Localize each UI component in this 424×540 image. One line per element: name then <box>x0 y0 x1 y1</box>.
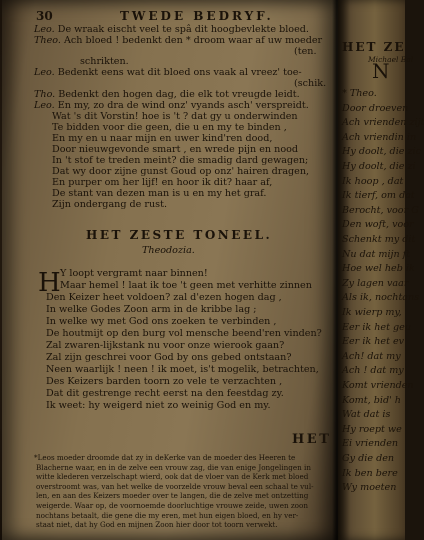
footnote-line: len, en aan des Keizers moeder over te langen, die de zelve met ontzetting <box>36 491 309 501</box>
verse-text: En purper om her lijf! en hoor ik dit? haar af, <box>52 177 273 188</box>
verse-text: Wat 's dit Vorstin! hoe is 't ? dat gy u onderwinden <box>52 111 298 122</box>
right-verse-line: Ei vrienden <box>342 438 399 450</box>
verse-line <box>52 166 309 177</box>
right-verse-line: Eer ik het ev <box>342 336 405 348</box>
verse-line <box>34 100 309 111</box>
right-verse-line: Den woft, voor <box>342 219 414 231</box>
right-verse-line: Wy moeten <box>342 482 397 494</box>
footnote-line: witte klederen verzelschapt wierd, ook dat de vloer van de Kerk met bloed <box>36 472 309 482</box>
right-verse-line: Ik wierp my, <box>342 307 402 318</box>
scene-speaker: Theodozia. <box>142 245 195 256</box>
right-verse-line: Wat dat is <box>342 409 391 421</box>
right-verse-line: Als ik, nochtans <box>342 292 420 304</box>
verse-line <box>52 111 298 122</box>
verse-text: In 't stof te treden meint? die smadig dard gewagen; <box>52 155 309 166</box>
verse-text: Dat wy door zijne gunst Goud op onz' hairen dragen, <box>52 166 310 177</box>
verse-text: Bedenkt eens wat dit bloed ons vaak al vreez' toe- <box>57 67 302 78</box>
verse-text: (ten. <box>294 46 317 57</box>
verse-text: Zijn ondergang de rust. <box>52 199 167 210</box>
speaker-label: Theo. <box>34 35 64 46</box>
verse-line <box>80 56 129 67</box>
verse-text: De wraak eischt veel te spâ dit hoogbevlekte bloed. <box>57 24 309 35</box>
verse-text: Te bidden voor die geen, die u en my te binden , <box>52 122 287 133</box>
speaker-label: Tho. <box>34 89 59 100</box>
right-verse-line: Komt vrienden <box>342 380 414 391</box>
verse-line <box>52 188 266 199</box>
page-number: 30 <box>36 9 53 23</box>
right-verse-line: Eer ik het geu <box>342 321 412 333</box>
speaker-label: Leo. <box>34 100 58 111</box>
verse-text: (schik. <box>294 78 327 89</box>
verse-line <box>34 89 300 100</box>
right-verse-line: Ach vrienden zijt <box>342 117 424 129</box>
right-verse-line: Hoe wel heb ik <box>342 263 415 275</box>
right-verse-line: Schenkt my dit <box>342 234 416 245</box>
right-verse-line: Ach ! dat my <box>342 365 404 377</box>
left-page <box>2 0 338 540</box>
catchword: HET <box>292 432 332 447</box>
verse-line: In welke Godes Zoon arm in de kribbe lag ; <box>46 304 257 315</box>
right-verse-line: Ik ben bere <box>342 467 398 479</box>
verse-line: Ik weet: hy weigerd niet zo weinig God en my. <box>46 400 271 411</box>
verse-line <box>34 35 322 46</box>
right-verse-line: Hy doolt, die zi <box>342 161 416 172</box>
scene-title: HET ZESTE TONEEL. <box>86 228 273 242</box>
footnote-line: weigerde. Waar op, de voornoemde doorluchtige vrouwe zeide, uwen zoon <box>36 501 308 510</box>
right-verse-line: Ik hoop , dat <box>342 175 404 187</box>
verse-line <box>52 133 272 144</box>
right-verse-line: Ach vriendin in <box>342 131 417 143</box>
verse-line <box>52 155 308 166</box>
speaker-label: Leo. <box>34 24 58 35</box>
verse-text: En my, zo dra de wind onz' vyands asch' verspreidt. <box>57 100 309 111</box>
right-verse-line: Zy lagen vaar <box>342 277 409 289</box>
right-verse-line: * Theo. <box>342 88 377 99</box>
verse-line <box>52 177 272 188</box>
footnote-line: staat niet, dat hy God en mijnen Zoon hier door tot toorn verwekt. <box>36 520 278 530</box>
verse-line <box>52 144 298 155</box>
verse-line <box>294 46 317 57</box>
right-subheader: Michael Bal <box>368 55 414 64</box>
right-verse-line: Gy die den <box>342 453 395 464</box>
verse-line: Des Keizers barden toorn zo vele te verzachten , <box>46 376 283 387</box>
speaker-label: Leo. <box>34 67 58 78</box>
right-verse-line: N <box>372 59 390 83</box>
right-verse-line: Hy roept we <box>342 423 402 435</box>
verse-line <box>52 122 287 133</box>
verse-line: De houtmijt op den burg vol mensche beend'ren vinden? <box>46 328 322 339</box>
right-verse-line: Ik tierf, om dat <box>342 190 415 202</box>
right-verse-line: Hy doolt, die zic <box>342 146 421 158</box>
header-title: TWEDE BEDRYF. <box>120 9 274 23</box>
right-verse-line: Door droeven <box>342 102 409 114</box>
verse-line: Y loopt vergramt naar binnen! <box>60 268 208 279</box>
right-verse-line: Nu dat mijn ft <box>342 248 411 260</box>
verse-text: En my en u naar mijn en uwer kind'ren dood, <box>52 133 273 144</box>
right-page <box>338 0 424 540</box>
verse-text: Door nieuwgevonde smart , en wrede pijn en nood <box>52 144 299 155</box>
verse-text: Bedenkt den hogen dag, die elk tot vreugde leidt. <box>58 89 300 100</box>
verse-line: In welke wy met God ons zoeken te verbinden , <box>46 316 277 327</box>
verse-line <box>52 199 167 210</box>
right-verse-line: Berocht, voor G <box>342 204 419 216</box>
verse-text: schrikten. <box>80 56 129 67</box>
right-verse-line: Ach! dat my <box>342 350 401 362</box>
footnote-line: Blacherne waar, en in de zelve een vrouw zag, die van enige Jongelingen in <box>36 462 311 472</box>
verse-line: Zal zijn geschrei voor God by ons gebed ontstaan? <box>46 352 292 363</box>
verse-line: Maar hemel ! laat ik toe 't geen met verhitte zinnen <box>60 280 312 291</box>
verse-text: De stant van dezen man is u en my het graf. <box>52 188 267 199</box>
verse-line <box>34 67 302 78</box>
verse-text: Ach bloed ! bedenkt den * droom waar af uw moeder <box>63 35 323 46</box>
verse-line <box>294 78 326 89</box>
footnote-line: *Leos moeder droomde dat zy in deKerke van de moeder des Heeren te <box>34 453 296 462</box>
drop-cap: H <box>38 268 61 298</box>
verse-line: Zal zwaren-lijkstank nu voor onze wierook gaan? <box>46 340 285 351</box>
right-verse-line: Komt, bid' h <box>342 394 401 406</box>
verse-line: Dat dit gestrenge recht eerst na den feestdag zy. <box>46 388 284 399</box>
verse-line: Neen waarlijk ! neen ! ik moet, is't mogelik, betrachten, <box>46 364 319 375</box>
footnote-line: nochtans betaalt, die gene die my eren, met hun eigen bloed, en hy ver- <box>36 510 299 520</box>
right-header: HET ZE <box>342 40 406 54</box>
verse-line <box>34 24 309 35</box>
verse-line: Den Keizer heet voldoen? zal d'ezen hogen dag , <box>46 292 282 303</box>
footnote-line: overstroomt was, van het welke de voorzelde vrouw beval een schaal te vul- <box>36 481 314 491</box>
